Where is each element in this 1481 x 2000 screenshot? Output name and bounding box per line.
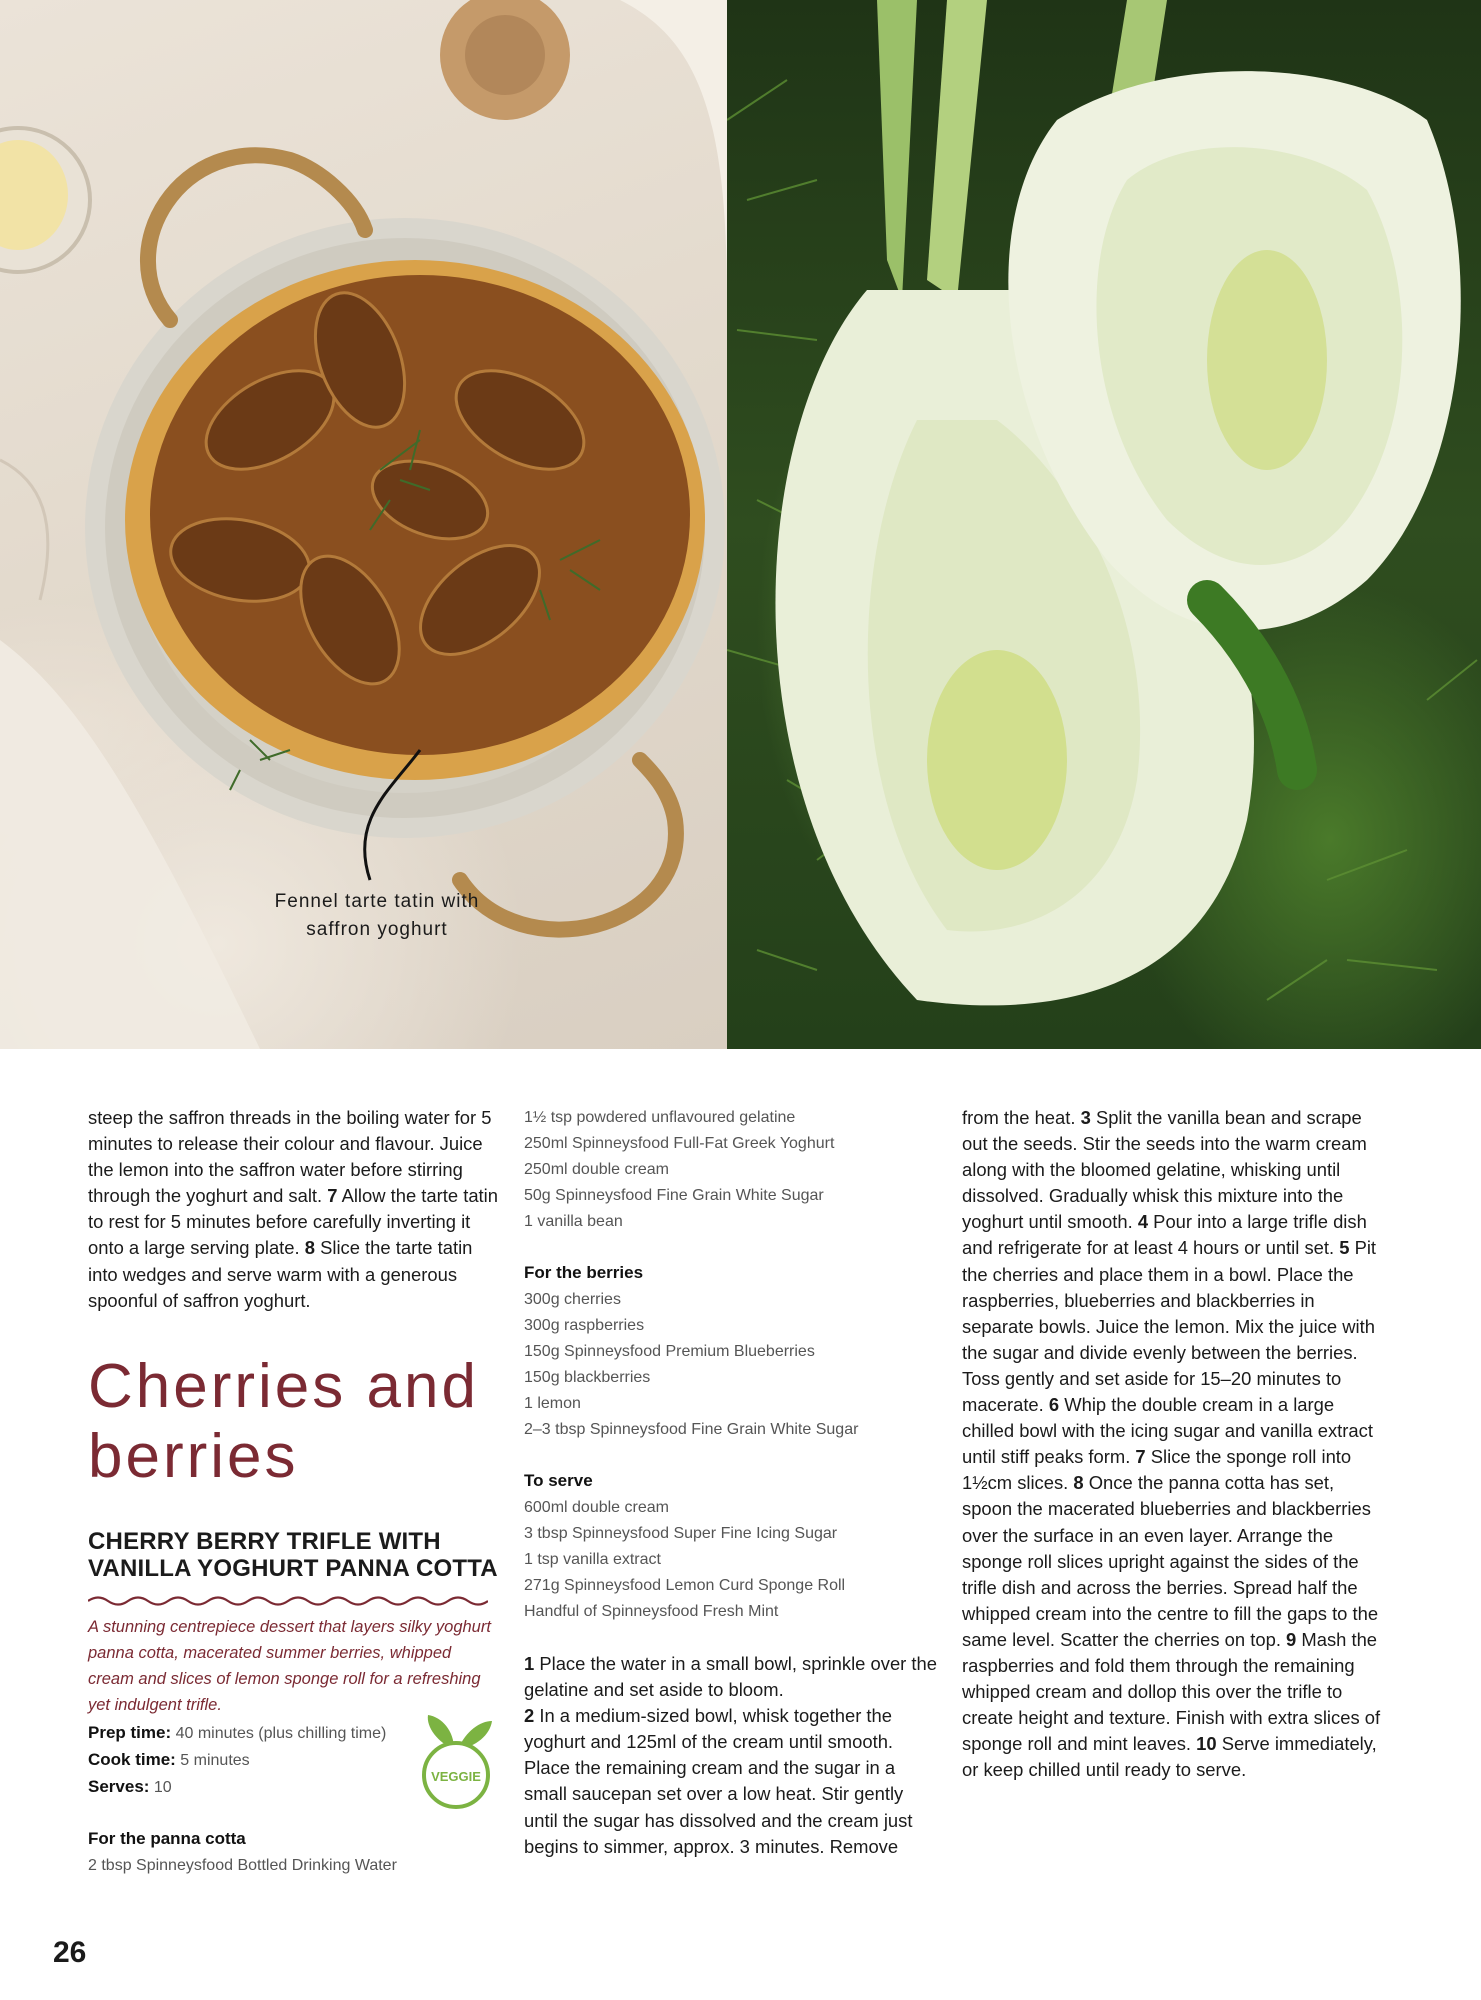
berries-ingredients xyxy=(524,1287,939,1443)
method-text: In a medium-sized bowl, whisk together the yoghurt and 125ml of the cream until smooth. Place the remaining cream and the sugar in a small saucepan set over a low heat. Stir gently until the sugar has dissolved and the cream just begins to simmer, approx. 3 minutes. Remove xyxy=(524,1705,913,1857)
fennel-tarte-tatin-photo xyxy=(0,0,727,1049)
veggie-badge-icon xyxy=(418,1713,494,1809)
serves-value: 10 xyxy=(153,1778,172,1796)
method-text: Allow the tarte tatin to rest for 5 minutes before carefully inverting it onto a large serving plate. xyxy=(88,1185,498,1259)
ingredient: 250ml double cream xyxy=(524,1161,669,1178)
step-number: 5 xyxy=(1339,1237,1350,1259)
continued-method xyxy=(88,1105,498,1314)
column-middle xyxy=(524,1105,939,1860)
column-right xyxy=(962,1105,1382,1783)
panna-cotta-ingredients xyxy=(524,1105,939,1235)
ingredient: 2–3 tbsp Spinneysfood Fine Grain White Sugar xyxy=(524,1421,859,1438)
page-number: 26 xyxy=(53,1936,87,1969)
step-number: 2 xyxy=(524,1705,535,1727)
serve-heading: To serve xyxy=(524,1471,593,1490)
ingredient: 50g Spinneysfood Fine Grain White Sugar xyxy=(524,1187,824,1204)
ingredient: 150g Spinneysfood Premium Blueberries xyxy=(524,1343,815,1360)
ingredient: 150g blackberries xyxy=(524,1369,651,1386)
photo-caption: Fennel tarte tatin with saffron yoghurt xyxy=(274,891,480,940)
column-left xyxy=(88,1105,498,1879)
step-number: 6 xyxy=(1048,1394,1060,1416)
step-number: 8 xyxy=(304,1237,315,1259)
cook-value: 5 minutes xyxy=(180,1751,250,1769)
section-heading: Cherries and berries xyxy=(88,1351,479,1491)
fennel-illustration xyxy=(727,0,1481,1049)
fennel-bulbs-photo xyxy=(727,0,1481,1049)
step-number: 7 xyxy=(1135,1446,1146,1468)
serves-label: Serves: xyxy=(88,1776,150,1796)
ingredient: 300g raspberries xyxy=(524,1317,645,1334)
method-text: Place the water in a small bowl, sprinkle over the gelatine and set aside to bloom. xyxy=(524,1653,937,1701)
method-text: Mash the raspberries and fold them through the remaining whipped cream and dollop this over the trifle to create height and texture. Finish with extra slices of sponge roll and mint leaves. xyxy=(962,1628,1381,1755)
ingredient: 1 vanilla bean xyxy=(524,1213,623,1230)
ingredient: 600ml double cream xyxy=(524,1499,669,1516)
method-continued xyxy=(962,1105,1382,1783)
veggie-label: VEGGIE xyxy=(431,1769,481,1784)
method-text: Whip the double cream in a large chilled bowl with the icing sugar and vanilla extract until stiff peaks form. xyxy=(962,1394,1373,1468)
ingredient: 1½ tsp powdered unflavoured gelatine xyxy=(524,1109,796,1126)
recipe-title: CHERRY BERRY TRIFLE WITH VANILLA YOGHURT PANNA COTTA xyxy=(88,1527,498,1582)
ingredient: 250ml Spinneysfood Full-Fat Greek Yoghurt xyxy=(524,1135,835,1152)
step-number: 9 xyxy=(1286,1628,1297,1650)
step-number: 3 xyxy=(1080,1107,1091,1128)
berries-heading: For the berries xyxy=(524,1263,644,1282)
ingredient: Handful of Spinneysfood Fresh Mint xyxy=(524,1603,779,1620)
step-number: 8 xyxy=(1073,1472,1084,1494)
method-text: Pour into a large trifle dish and refrigerate for at least 4 hours or until set. xyxy=(962,1211,1367,1259)
wavy-divider xyxy=(88,1594,488,1608)
step-number: 10 xyxy=(1196,1733,1217,1755)
step-number: 4 xyxy=(1137,1211,1149,1233)
method xyxy=(524,1651,939,1860)
ingredient: 271g Spinneysfood Lemon Curd Sponge Roll xyxy=(524,1577,846,1594)
cook-label: Cook time: xyxy=(88,1749,176,1769)
ingredient: 300g cherries xyxy=(524,1291,621,1308)
method-text: Slice the sponge roll into 1½cm slices. xyxy=(962,1446,1352,1494)
recipe-intro: A stunning centrepiece dessert that layers silky yoghurt panna cotta, macerated summer berries, whipped cream and slices of lemon sponge roll for a refreshing yet indulgent trifle. xyxy=(88,1617,491,1714)
step-number: 7 xyxy=(327,1185,338,1207)
method-text: Serve immediately, or keep chilled until ready to serve. xyxy=(962,1733,1377,1781)
method-text: steep the saffron threads in the boiling water for 5 minutes to release their colour and flavour. Juice the lemon into the saffron water before stirring through the yoghurt and salt. xyxy=(88,1107,492,1207)
method-text: Pit the cherries and place them in a bowl. Place the raspberries, blueberries and blackberries in separate bowls. Juice the lemon. Mix the juice with the sugar and divide evenly between the berries. Toss gently and set aside for 15–20 minutes to macerate. xyxy=(962,1237,1377,1416)
method-text: Slice the tarte tatin into wedges and serve warm with a generous spoonful of saffron yoghurt. xyxy=(88,1237,473,1311)
ingredient: 2 tbsp Spinneysfood Bottled Drinking Water xyxy=(88,1856,397,1874)
method-text: from the heat. xyxy=(962,1107,1081,1128)
ingredient: 1 tsp vanilla extract xyxy=(524,1551,661,1568)
method-text: Once the panna cotta has set, spoon the macerated blueberries and blackberries over the surface in an even layer. Arrange the sponge roll slices upright against the sides of the trifle dish and across the berries. Spread half the whipped cream into the centre to fill the gaps to the same level. Scatter the cherries on top. xyxy=(962,1472,1379,1650)
prep-value: 40 minutes (plus chilling time) xyxy=(175,1724,387,1742)
ingredient: 3 tbsp Spinneysfood Super Fine Icing Sugar xyxy=(524,1525,838,1542)
method-text: Split the vanilla bean and scrape out the seeds. Stir the seeds into the warm cream along with the bloomed gelatine, whisking until dissolved. Gradually whisk this mixture into the yoghurt until smooth. xyxy=(962,1107,1367,1233)
step-number: 1 xyxy=(524,1653,535,1674)
panna-cotta-heading: For the panna cotta xyxy=(88,1828,246,1848)
serve-ingredients xyxy=(524,1495,939,1625)
ingredient: 1 lemon xyxy=(524,1395,581,1412)
prep-label: Prep time: xyxy=(88,1722,172,1742)
